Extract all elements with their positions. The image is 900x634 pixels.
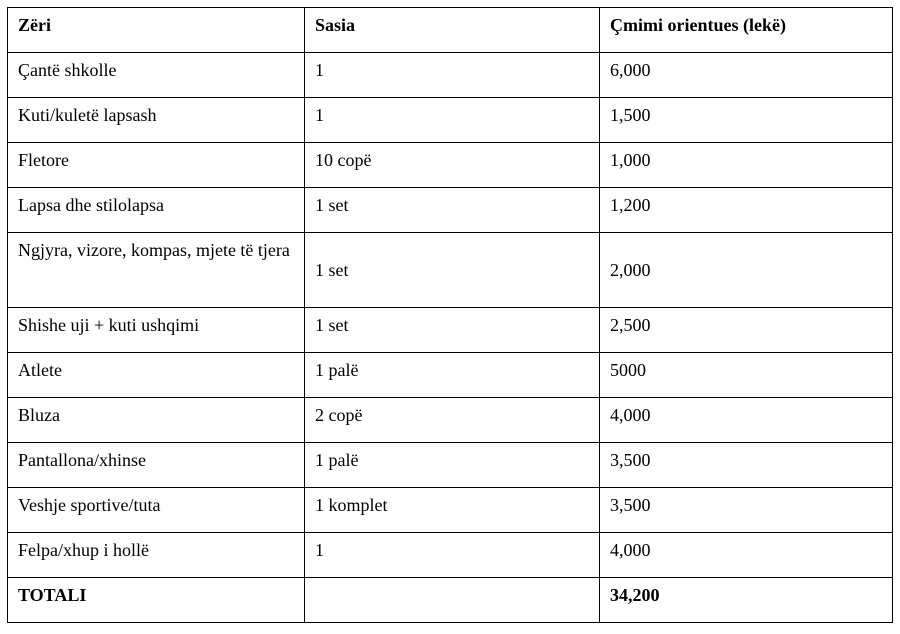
quantity-cell: 2 copë	[305, 398, 600, 443]
header-row	[8, 8, 893, 53]
quantity-cell: 1 set	[305, 188, 600, 233]
column-header-quantity: Sasia	[305, 8, 600, 53]
table-row	[8, 443, 893, 488]
price-cell: 6,000	[600, 53, 893, 98]
table-row	[8, 308, 893, 353]
quantity-cell: 1 set	[305, 308, 600, 353]
table-row	[8, 353, 893, 398]
price-cell: 1,500	[600, 98, 893, 143]
price-cell: 1,200	[600, 188, 893, 233]
table-row	[8, 188, 893, 233]
item-cell: Bluza	[8, 398, 305, 443]
column-header-item: Zëri	[8, 8, 305, 53]
item-cell: Shishe uji + kuti ushqimi	[8, 308, 305, 353]
price-cell: 3,500	[600, 443, 893, 488]
quantity-cell: 1 set	[305, 233, 600, 308]
column-header-price: Çmimi orientues (lekë)	[600, 8, 893, 53]
price-cell: 1,000	[600, 143, 893, 188]
quantity-cell: 1 komplet	[305, 488, 600, 533]
table-row	[8, 53, 893, 98]
price-cell: 4,000	[600, 398, 893, 443]
quantity-cell: 1 palë	[305, 353, 600, 398]
table-row	[8, 488, 893, 533]
quantity-cell: 1	[305, 533, 600, 578]
price-cell: 2,500	[600, 308, 893, 353]
item-cell: Veshje sportive/tuta	[8, 488, 305, 533]
table-row	[8, 233, 893, 308]
quantity-cell: 1	[305, 98, 600, 143]
quantity-cell: 1	[305, 53, 600, 98]
item-cell: Kuti/kuletë lapsash	[8, 98, 305, 143]
table-row	[8, 98, 893, 143]
price-cell: 4,000	[600, 533, 893, 578]
item-cell: Fletore	[8, 143, 305, 188]
quantity-cell: 1 palë	[305, 443, 600, 488]
item-cell: Ngjyra, vizore, kompas, mjete të tjera	[8, 233, 305, 308]
table-row	[8, 143, 893, 188]
item-cell: Atlete	[8, 353, 305, 398]
price-cell: 5000	[600, 353, 893, 398]
total-row	[8, 578, 893, 623]
total-price: 34,200	[600, 578, 893, 623]
price-cell: 2,000	[600, 233, 893, 308]
item-cell: Felpa/xhup i hollë	[8, 533, 305, 578]
quantity-cell: 10 copë	[305, 143, 600, 188]
total-label: TOTALI	[8, 578, 305, 623]
table-row	[8, 533, 893, 578]
school-supplies-table	[7, 7, 893, 623]
table-row	[8, 398, 893, 443]
total-quantity	[305, 578, 600, 623]
item-cell: Pantallona/xhinse	[8, 443, 305, 488]
item-cell: Çantë shkolle	[8, 53, 305, 98]
item-cell: Lapsa dhe stilolapsa	[8, 188, 305, 233]
price-cell: 3,500	[600, 488, 893, 533]
